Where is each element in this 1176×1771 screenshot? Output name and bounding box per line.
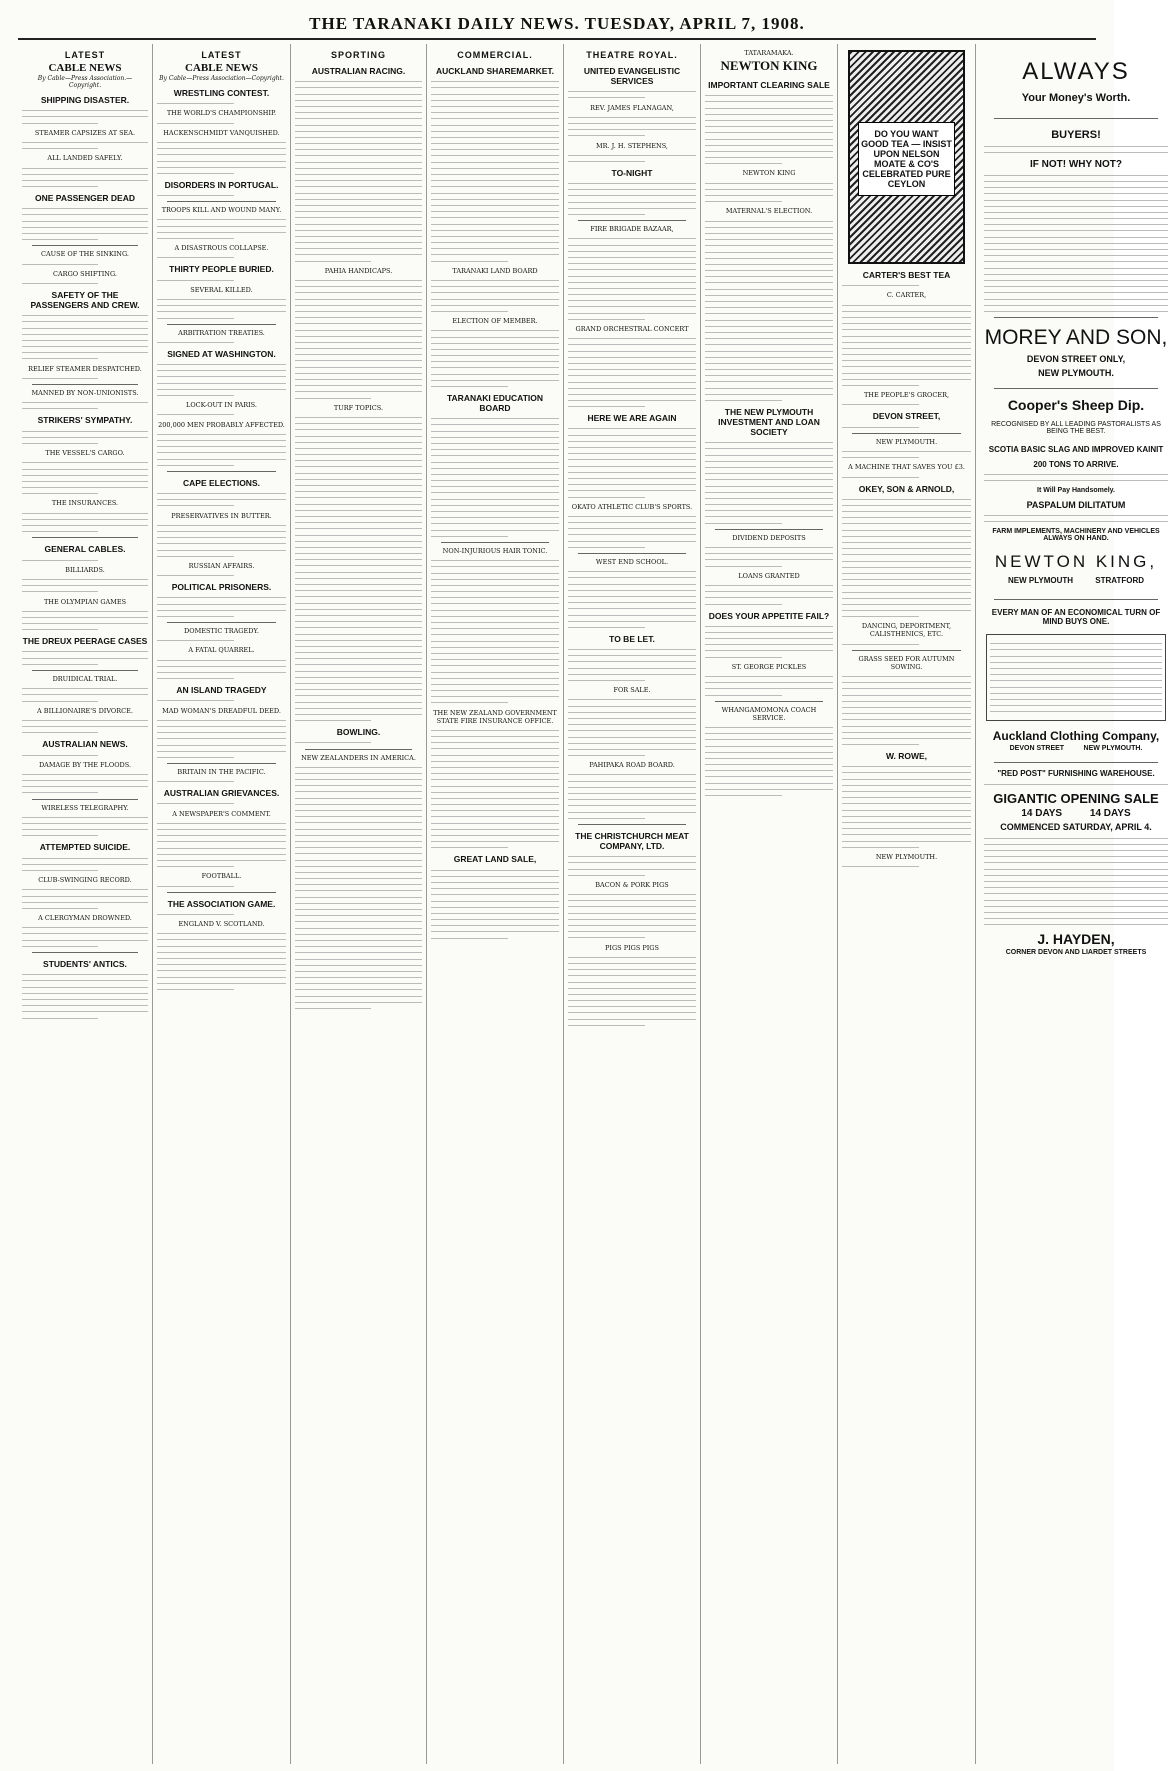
auckland-clothing: Auckland Clothing Company, [992,729,1160,744]
col7-sections [842,270,971,867]
article-text [842,285,971,286]
col4-head: COMMERCIAL. [457,50,533,60]
article-text [431,560,559,703]
section-heading: BILLIARDS. [65,565,105,574]
article-text [842,499,971,618]
article-text [568,957,696,1026]
section-heading: SEVERAL KILLED. [190,285,253,294]
article-text [705,442,833,523]
rule [994,762,1158,763]
article-text [157,493,286,506]
section-heading: A FATAL QUARREL. [188,646,255,655]
section-heading: NON-INJURIOUS HAIR TONIC. [442,546,548,555]
farm-implements: FARM IMPLEMENTS, MACHINERY AND VEHICLES ALWAYS ON HAND. [992,528,1160,542]
section-heading: WEST END SCHOOL. [595,558,669,566]
article-text [157,299,286,319]
rule [167,622,276,623]
article-text [157,219,286,239]
article-text [22,142,148,149]
newton-king: NEWTON KING, [994,552,1158,571]
paspalum-text [984,515,1168,522]
section-heading: BACON & PORK PIGS [595,880,669,889]
article-text [568,649,696,681]
section-heading: THE VESSEL'S CARGO. [45,449,125,458]
section-heading: MATERNAL'S ELECTION. [725,207,813,216]
article-text [842,427,971,428]
article-text [22,378,148,379]
article-text [705,183,833,203]
rule [32,245,138,246]
section-heading: AUSTRALIAN GRIEVANCES. [163,788,280,799]
rule [32,799,138,800]
article-text [568,155,696,162]
rule [715,701,823,702]
morey-and-son: MOREY AND SON, [984,326,1168,350]
article-text [22,264,148,265]
article-text [157,933,286,990]
rule [32,384,138,385]
rule [167,892,276,893]
if-not: IF NOT! WHY NOT? [1029,158,1123,170]
article-text [22,402,148,409]
column-1 [18,44,153,1764]
article-text [295,417,422,721]
col3-head: SPORTING [330,50,386,60]
section-heading: POLITICAL PRISONERS. [171,582,272,593]
section-heading: A DISASTROUS COLLAPSE. [174,244,269,253]
col4-sections [431,66,559,939]
red-post: "RED POST" FURNISHING WAREHOUSE. [997,769,1155,779]
rule [305,749,412,750]
section-heading: DAMAGE BY THE FLOODS. [38,760,132,769]
article-text [157,142,286,174]
article-text [568,516,696,548]
masthead-rule [18,38,1096,40]
article-text [157,257,286,258]
col2-sections [157,88,286,990]
article-text [22,462,148,494]
section-heading: THE INSURANCES. [51,499,119,508]
sale-text [984,838,1168,926]
hayden-address: CORNER DEVON AND LIARDET STREETS [1005,949,1147,957]
column-4 [427,44,564,1764]
section-heading: GRASS SEED FOR AUTUMN SOWING. [858,654,955,671]
article-text [568,238,696,319]
article-text [157,720,286,758]
col6-sections [705,80,833,796]
auckland-address: DEVON STREET NEW PLYMOUTH. [1009,745,1143,753]
section-heading: A CLERGYMAN DROWNED. [38,914,132,923]
article-text [568,699,696,756]
section-heading: GRAND ORCHESTRAL CONCERT [575,325,689,333]
tons-arrive: 200 TONS TO ARRIVE. [1033,460,1119,470]
col2-sub: By Cable—Press Association—Copyright. [159,75,284,82]
section-heading: A BILLIONAIRE'S DIVORCE. [37,706,133,715]
article-text [568,571,696,628]
section-heading: THE PEOPLE'S GROCER, [863,391,950,400]
section-heading: STUDENTS' ANTICS. [43,959,127,969]
section-heading: MR. J. H. STEPHENS, [595,141,668,150]
section-heading: THE DREUX PEERAGE CASES [22,636,148,647]
article-text [705,547,833,567]
section-heading: TO BE LET. [609,633,655,644]
article-text [842,451,971,458]
section-heading: DIVIDEND DEPOSITS [732,533,806,542]
section-heading: DOMESTIC TRAGEDY. [184,627,259,636]
article-text [431,81,559,261]
article-text [157,280,286,281]
section-heading: HACKENSCHMIDT VANQUISHED. [163,128,280,137]
newton-towns: NEW PLYMOUTH STRATFORD [1008,576,1144,585]
section-heading: ALL LANDED SAFELY. [47,154,123,163]
rule [715,529,823,530]
article-text [568,183,696,215]
section-heading: GENERAL CABLES. [44,544,126,555]
article-text [157,914,286,915]
article-text [157,575,286,576]
section-heading: AUSTRALIAN NEWS. [42,739,128,750]
article-text [842,404,971,405]
article-text [705,727,833,796]
article-text [22,315,148,359]
section-heading: ATTEMPTED SUICIDE. [39,842,131,853]
article-text [295,280,422,399]
section-heading: CARGO SHIFTING. [53,269,117,278]
article-text [22,927,148,947]
section-heading: DOES YOUR APPETITE FAIL? [708,610,830,621]
cooper-sheep-dip: Cooper's Sheep Dip. [1007,397,1145,414]
col5-head: THEATRE ROYAL. [586,50,678,60]
article-text [22,974,148,1018]
article-text [157,823,286,867]
section-heading: TARANAKI EDUCATION BOARD [446,393,543,413]
col1-head: LATEST [64,50,106,60]
article-text [22,858,148,871]
masthead: THE TARANAKI DAILY NEWS. TUESDAY, APRIL 7, 1908. [309,14,805,33]
article-text [22,513,148,533]
section-heading: TARANAKI LAND BOARD [452,266,538,275]
article-text [705,676,833,696]
article-text [22,168,148,188]
rule [32,670,138,671]
section-heading: WIRELESS TELEGRAPHY. [41,803,129,812]
buyers-text [984,146,1168,153]
article-text [157,434,286,466]
article-text [22,560,148,561]
section-heading: THIRTY PEOPLE BURIED. [169,264,274,275]
section-heading: GREAT LAND SALE, [453,854,537,865]
article-text [22,579,148,592]
article-text [22,817,148,837]
commenced: COMMENCED SATURDAY, APRIL 4. [1000,822,1152,833]
column-7 [838,44,976,1764]
section-heading: PIGS PIGS PIGS [605,943,659,952]
column-8 [976,44,1176,1764]
article-text [568,117,696,137]
section-heading: HERE WE ARE AGAIN [587,413,677,424]
section-heading: STEAMER CAPSIZES AT SEA. [34,128,136,137]
section-heading: LOANS GRANTED [738,571,800,580]
section-heading: WHANGAMOMONA COACH SERVICE. [721,705,817,722]
economical-box [986,634,1166,721]
morey-address: DEVON STREET ONLY, [1026,354,1126,365]
column-2 [153,44,291,1764]
column-6 [701,44,838,1764]
buyers: BUYERS! [1051,129,1101,141]
article-text [431,870,559,939]
article-text [705,585,833,605]
article-text [705,95,833,164]
article-text [157,103,286,104]
section-heading: BRITAIN IN THE PACIFIC. [177,768,266,777]
article-text [842,644,971,645]
section-heading: FOOTBALL. [201,872,242,881]
article-text [22,774,148,794]
section-heading: OKEY, SON & ARNOLD, [858,483,955,494]
section-heading: ONE PASSENGER DEAD [35,193,135,204]
col5-sections [568,66,696,1026]
article-text [157,525,286,557]
rule [578,824,686,825]
article-text [842,676,971,745]
economical-text [990,643,1162,712]
section-heading: FOR SALE. [613,686,651,695]
article-text [22,755,148,756]
section-heading: CLUB-SWINGING RECORD. [38,876,132,885]
red-post-text [984,784,1168,785]
col3-sections [295,66,422,1009]
fourteen-days: 14 DAYS 14 DAYS [1021,808,1131,820]
article-text [22,110,148,123]
section-heading: AN ISLAND TRAGEDY [176,685,267,696]
section-heading: LOCK-OUT IN PARIS. [186,401,257,410]
section-heading: THE ASSOCIATION GAME. [167,898,276,909]
article-text [568,774,696,818]
section-heading: THE CHRISTCHURCH MEAT COMPANY, LTD. [575,830,689,851]
section-heading: THE NEW ZEALAND GOVERNMENT STATE FIRE INSURANCE OFFICE. [433,708,557,725]
section-heading: OKATO ATHLETIC CLUB'S SPORTS. [571,502,693,511]
col6-title: NEWTON KING [720,58,818,73]
article-text [22,208,148,240]
section-heading: REV. JAMES FLANAGAN, [590,103,674,112]
article-text [22,688,148,701]
section-heading: A NEWSPAPER'S COMMENT. [172,809,271,818]
section-heading: TO-NIGHT [611,167,653,178]
col6-head: TATARAMAKA. [744,49,794,57]
article-text [157,781,286,782]
article-text [22,720,148,733]
rule [32,952,138,953]
section-heading: PAHIPAKA ROAD BOARD. [589,761,675,770]
always-heading: ALWAYS [1022,58,1130,85]
article-text [157,597,286,617]
section-heading: DANCING, DEPORTMENT, CALISTHENICS, ETC. [861,622,952,639]
section-heading: C. CARTER, [886,291,927,300]
article-text [295,81,422,261]
economical-heading: EVERY MAN OF AN ECONOMICAL TURN OF MIND BUYS ONE. [991,608,1161,626]
col1-sub: By Cable—Press Association.—Copyright. [37,75,133,89]
article-text [157,803,286,804]
article-text [568,856,696,876]
article-text [295,742,422,743]
section-heading: ST. GEORGE PICKLES [731,662,807,671]
article-text [431,418,559,537]
section-heading: THE WORLD'S CHAMPIONSHIP. [166,109,277,118]
section-heading: STRIKERS' SYMPATHY. [37,415,133,426]
article-text [157,364,286,396]
article-text [157,195,286,196]
article-text [431,280,559,312]
section-heading: IMPORTANT CLEARING SALE [708,80,830,90]
rule [994,118,1158,119]
section-heading: THE OLYMPIAN GAMES [43,597,127,606]
tea-advert-text: DO YOU WANT GOOD TEA — INSIST UPON NELSON MOATE & CO'S CELEBRATED PURE CEYLON [858,122,955,196]
gigantic-sale: GIGANTIC OPENING SALE [993,791,1159,807]
rule [994,388,1158,389]
section-heading: DRUIDICAL TRIAL. [52,675,118,683]
section-heading: SAFETY OF THE PASSENGERS AND CREW. [30,289,140,310]
hayden: J. HAYDEN, [1037,931,1115,948]
columns [18,44,1168,1764]
rule [994,599,1158,600]
article-text [431,730,559,849]
col2-title: CABLE NEWS [184,62,259,74]
col1-sections [22,95,148,1019]
tea-advert-image [848,50,965,264]
section-heading: CAPE ELECTIONS. [183,477,260,488]
article-text [157,886,286,887]
rule [167,201,276,202]
paspalum: PASPALUM DILITATUM [1026,499,1126,510]
column-5 [564,44,701,1764]
section-heading: CARTER'S BEST TEA [862,270,951,280]
section-heading: RUSSIAN AFFAIRS. [188,561,255,570]
section-heading: RELIEF STEAMER DESPATCHED. [28,364,142,373]
section-heading: BOWLING. [336,727,381,738]
article-text [842,866,971,867]
article-text [568,338,696,407]
section-heading: UNITED EVANGELISTIC SERVICES [583,66,681,86]
article-text [157,414,286,415]
article-text [157,342,286,343]
rule [578,220,686,221]
section-heading: ENGLAND V. SCOTLAND. [178,920,265,929]
morey-town: NEW PLYMOUTH. [1038,368,1114,379]
section-heading: DEVON STREET, [872,411,941,422]
article-text [157,660,286,680]
rule [994,317,1158,318]
section-heading: TROOPS KILL AND WOUND MANY. [161,206,282,215]
section-heading: THE NEW PLYMOUTH INVESTMENT AND LOAN SOCIETY [718,407,820,437]
article-text [157,640,286,641]
section-heading: NEW PLYMOUTH. [875,437,938,446]
rule [167,324,276,325]
article-text [568,428,696,497]
column-3 [291,44,427,1764]
rule [578,553,686,554]
section-heading: MANNED BY NON-UNIONISTS. [31,389,139,397]
section-heading: 200,000 MEN PROBABLY AFFECTED. [158,420,285,429]
section-heading: A MACHINE THAT SAVES YOU £3. [848,463,965,472]
section-heading: FIRE BRIGADE BAZAAR, [590,225,674,234]
rule [32,537,138,538]
col1-title: CABLE NEWS [48,62,122,74]
col2-head: LATEST [201,50,242,60]
section-heading: AUSTRALIAN RACING. [311,66,406,76]
section-heading: CAUSE OF THE SINKING. [41,250,129,259]
section-heading: AUCKLAND SHAREMARKET. [435,66,555,76]
article-text [157,123,286,124]
section-heading: NEW ZEALANDERS IN AMERICA. [301,753,416,762]
article-text [157,700,286,701]
section-heading: DISORDERS IN PORTUGAL. [164,179,279,190]
section-heading: NEWTON KING [742,169,796,178]
article-text [22,431,148,444]
article-text [22,611,148,631]
section-heading: MAD WOMAN'S DREADFUL DEED. [162,706,281,715]
article-text [842,477,971,478]
article-text [568,91,696,98]
if-not-text [984,175,1168,312]
money-worth: Your Money's Worth. [1021,92,1131,104]
article-text [22,283,148,284]
article-text [295,767,422,1009]
slag-text [984,474,1168,481]
pays-handsomely: It Will Pay Handsomely. [1037,486,1115,494]
section-heading: W. ROWE, [885,751,928,762]
cooper-sub: RECOGNISED BY ALL LEADING PASTORALISTS AS BEING THE BEST. [991,421,1161,436]
rule [852,433,961,434]
section-heading: WRESTLING CONTEST. [173,88,270,98]
section-heading: ELECTION OF MEMBER. [452,317,538,326]
article-text [705,221,833,401]
section-heading: TURF TOPICS. [333,403,384,412]
article-text [705,626,833,658]
section-heading: SHIPPING DISASTER. [40,95,130,105]
section-heading: NEW PLYMOUTH. [875,852,938,861]
article-text [22,889,148,909]
rule [852,650,961,651]
article-text [431,330,559,387]
article-text [842,766,971,847]
section-heading: ARBITRATION TREATIES. [178,328,265,337]
section-heading: PAHIA HANDICAPS. [324,266,393,275]
article-text [842,305,971,386]
rule [441,542,549,543]
section-heading: SIGNED AT WASHINGTON. [167,348,276,359]
section-heading: PRESERVATIVES IN BUTTER. [171,511,272,520]
scotia-slag: SCOTIA BASIC SLAG AND IMPROVED KAINIT [988,445,1164,455]
rule [167,763,276,764]
article-text [22,651,148,664]
rule [167,471,276,472]
article-text [568,894,696,938]
